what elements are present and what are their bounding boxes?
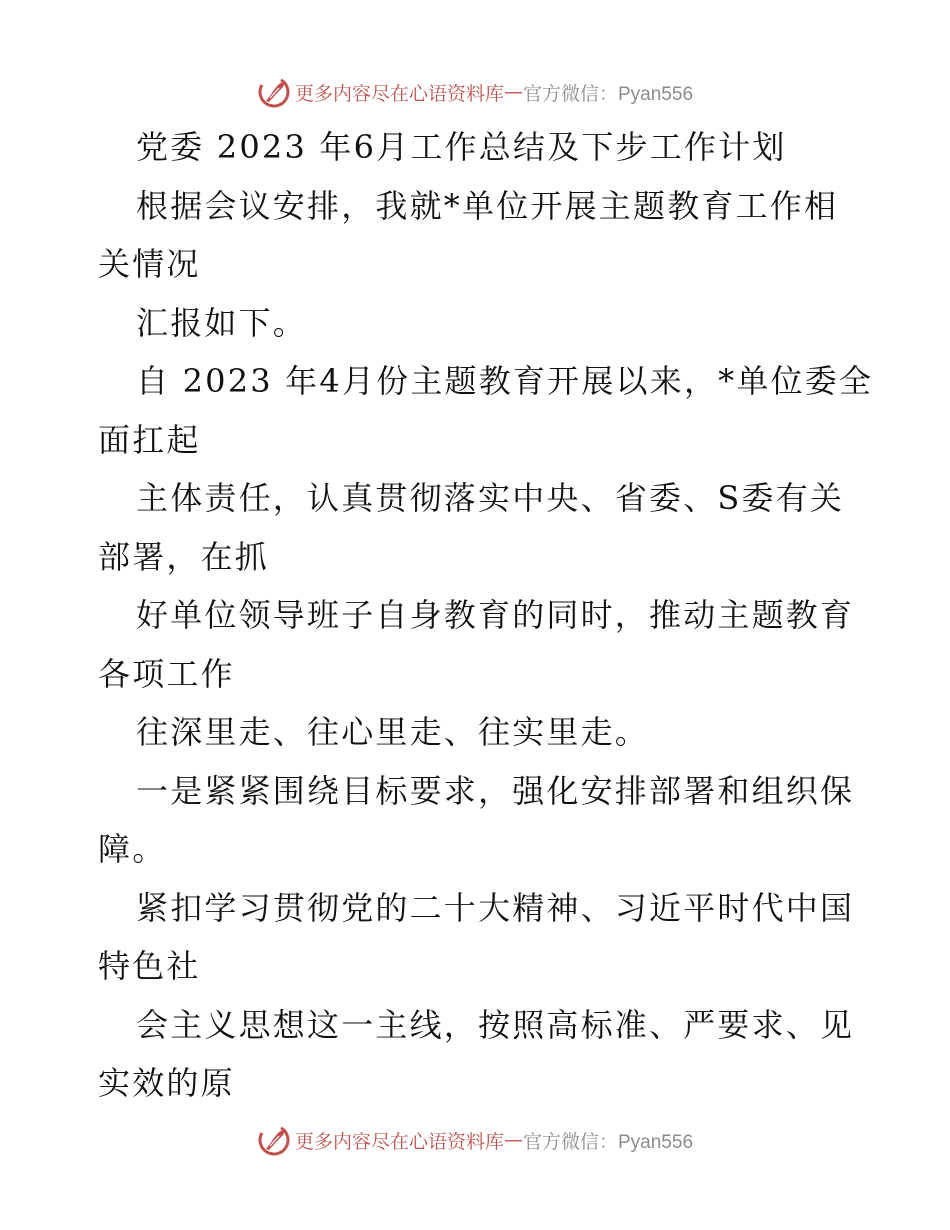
text-line: 汇报如下。 [136,303,308,342]
text-line: 往深里走、往心里走、往实里走。 [136,713,650,751]
watermark-header [0,72,950,112]
text-line: 关情况 [98,245,201,283]
watermark-contact: 官方微信：Pyan556 [523,83,694,105]
text-line: 部署，在抓 [98,537,270,576]
feather-pen-seal-icon [257,1123,291,1157]
text-line: 主体责任，认真贯彻落实中央、省委、S委有关 [136,479,845,517]
watermark-footer [0,1120,950,1160]
text-line: 一是紧紧围绕目标要求，强化安排部署和组织保 [136,771,855,810]
text-line: 自 2023 年4月份主题教育开展以来，*单位委全 [136,362,874,400]
text-line: 障。 [98,830,167,868]
feather-pen-seal-icon [257,75,291,109]
text-line: 各项工作 [98,654,235,693]
watermark-brand: 更多内容尽在心语资料库 [294,82,504,105]
document-body [98,118,874,1113]
text-line: 会主义思想这一主线，按照高标准、严要求、见 [136,1005,855,1044]
text-line: 紧扣学习贯彻党的二十大精神、习近平时代中国 [136,888,855,927]
watermark-separator: — [504,1129,523,1151]
text-line: 好单位领导班子自身教育的同时，推动主题教育 [136,596,855,634]
text-line: 党委 2023 年6月工作总结及下步工作计划 [136,128,787,166]
text-line: 根据会议安排，我就*单位开展主题教育工作相 [136,186,839,225]
text-line: 特色社 [98,947,201,985]
text-line: 面扛起 [98,420,201,459]
watermark-brand: 更多内容尽在心语资料库 [294,1130,504,1153]
watermark-contact: 官方微信：Pyan556 [523,1131,694,1153]
text-line: 实效的原 [98,1064,235,1102]
watermark-separator: — [504,81,523,103]
